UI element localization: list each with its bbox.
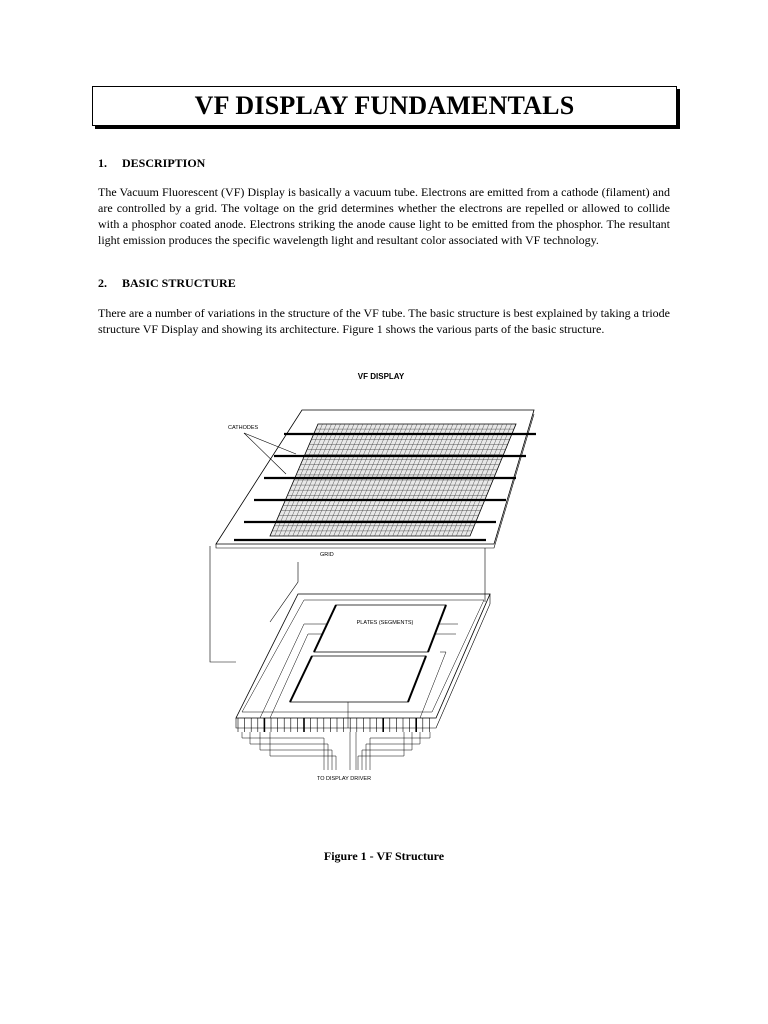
section-title: BASIC STRUCTURE <box>122 276 236 290</box>
figure-title: VF DISPLAY <box>357 372 405 381</box>
driver-lead <box>250 732 328 770</box>
figure-caption: Figure 1 - VF Structure <box>323 849 445 863</box>
grid-lead <box>270 562 298 622</box>
section-heading-description <box>98 156 205 171</box>
cathodes-label: CATHODES <box>228 425 259 431</box>
cathodes-pointer <box>244 433 296 454</box>
driver-lead <box>358 732 404 770</box>
grid-label: GRID <box>320 552 334 558</box>
section-heading-basic-structure <box>98 276 236 291</box>
grid-lead <box>210 546 236 662</box>
basic-structure-paragraph: There are a number of variations in the structure of the VF tube. The basic structure is best explained by taking a triode structure VF Display and showing its architecture. Figure 1 shows the various parts of the basic structure. <box>98 306 670 336</box>
driver-lead <box>242 732 324 770</box>
vf-structure-diagram <box>200 362 560 802</box>
page-title: VF DISPLAY FUNDAMENTALS <box>194 91 575 120</box>
driver-lead <box>370 732 430 770</box>
plates-label: PLATES (SEGMENTS) <box>356 620 414 626</box>
driver-lead <box>260 732 332 770</box>
section-number: 1. <box>98 156 107 170</box>
section-title: DESCRIPTION <box>122 156 206 170</box>
lower-plate-segment <box>290 656 426 702</box>
grid-mesh <box>270 424 516 536</box>
connector-pins <box>238 718 429 732</box>
driver-label: TO DISPLAY DRIVER <box>316 776 372 782</box>
description-paragraph: The Vacuum Fluorescent (VF) Display is basically a vacuum tube. Electrons are emitted from a cathode (filament) and are controlled by a grid. The voltage on the grid determines whether the electrons are repelled or allowed to collide with a phosphor coated anode. Electrons striking the anode cause light to be emitted from the phosphor. The resultant light emission produces the specific wavelength light and resultant color associated with VF technology. <box>98 185 670 247</box>
driver-lead <box>270 732 336 770</box>
driver-lead <box>362 732 412 770</box>
vf-structure-figure <box>200 362 560 802</box>
section-number: 2. <box>98 276 107 290</box>
driver-leads <box>242 732 430 770</box>
title-box <box>92 86 677 126</box>
